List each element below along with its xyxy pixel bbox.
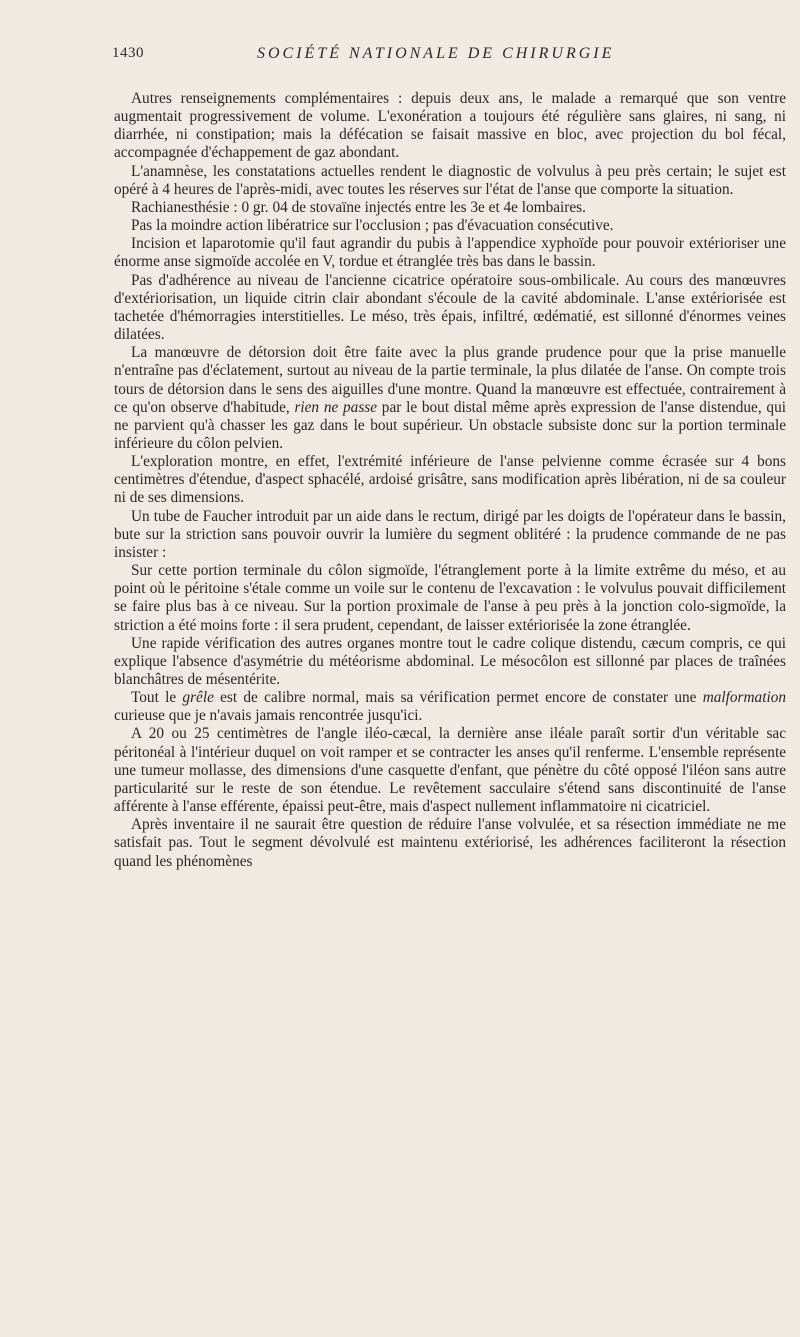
paragraph: Sur cette portion terminale du côlon sigmoïde, l'étranglement porte à la limite extrême du méso, et au point où le péritoine s'étale comme un voile sur le contenu de l'excavation : le volvulus pouvait difficilement se faire plus bas à ce niveau. Sur la portion proximale de l'anse à peu près à la jonction colo-sigmoïde, la striction a été moins forte : il sera prudent, cependant, de laisser extériorisée la zone étranglée. xyxy=(114,562,786,634)
paragraph: Pas la moindre action libératrice sur l'occlusion ; pas d'évacuation consécutive. xyxy=(131,217,614,235)
paragraph: Rachianesthésie : 0 gr. 04 de stovaïne injectés entre les 3e et 4e lombaires. xyxy=(131,198,586,216)
paragraph-text: La manœuvre de détorsion doit être faite avec la plus grande prudence pour que la prise manuelle n'entraîne pas d'éclatement, surtout au niveau de la partie terminale, la plus dilatée de l'anse. On compte trois tours de détorsion dans le sens des aiguilles d'une montre. Quand la manœuvre est effectuée, contrairement à ce qu'on observe d'habitude, xyxy=(114,344,786,416)
italic-word: malformation xyxy=(702,689,787,707)
paragraph: A 20 ou 25 centimètres de l'angle iléo-cæcal, la dernière anse iléale paraît sortir d'un véritable sac péritonéal à l'intérieur duquel on voit ramper et se contracter les anses qu'il renferme. L'ensemble représente une tumeur mollasse, des dimensions d'une casquette d'enfant, que pénètre du côté opposé l'iléon sans autre particularité sur le reste de son étendue. Le revêtement sacculaire s'étend sans discontinuité de l'anse afférente à l'anse efférente, épaissi peut-être, mais d'aspect nullement inflammatoire ni cicatriciel. xyxy=(114,725,786,816)
italic-word: grêle xyxy=(182,689,214,707)
page-header xyxy=(112,45,782,69)
paragraph-text: par le bout distal même après expression de l'anse distendue, qui ne parvient qu'à chasser les gaz dans le bout supérieur. Un obstacle subsiste donc sur la portion terminale inférieure du côlon pelvien. xyxy=(114,398,786,452)
paragraph: L'exploration montre, en effet, l'extrémité inférieure de l'anse pelvienne comme écrasée sur 4 bons centimètres d'étendue, d'aspect sphacélé, ardoisé grisâtre, sans modification après libération, ni de sa couleur ni de ses dimensions. xyxy=(114,453,786,507)
paragraph xyxy=(114,689,786,725)
paragraph: Incision et laparotomie qu'il faut agrandir du pubis à l'appendice xyphoïde pour pouvoir extérioriser une énorme anse sigmoïde accolée en V, tordue et étranglée très bas dans le bassin. xyxy=(114,235,786,271)
running-title: SOCIÉTÉ NATIONALE DE CHIRURGIE xyxy=(257,45,615,62)
paragraph: Autres renseignements complémentaires : depuis deux ans, le malade a remarqué que son ventre augmentait progressivement de volume. L'exonération a toujours été régulière sans glaires, ni sang, ni diarrhée, ni constipation; mais la défécation se faisait massive en bloc, avec projection du bol fécal, accompagnée d'échappement de gaz abondant. xyxy=(114,90,786,162)
italic-phrase: rien ne passe xyxy=(294,398,378,416)
paragraph xyxy=(114,344,786,453)
paragraph-text: est de calibre normal, mais sa vérification permet encore de constater une xyxy=(213,689,703,707)
paragraph: L'anamnèse, les constatations actuelles rendent le diagnostic de volvulus à peu près certain; le sujet est opéré à 4 heures de l'après-midi, avec toutes les réserves sur l'état de l'anse que comporte la situation. xyxy=(114,162,786,198)
paragraph: Un tube de Faucher introduit par un aide dans le rectum, dirigé par les doigts de l'opérateur dans le bassin, bute sur la striction sans pouvoir ouvrir la lumière du segment oblitéré : la prudence commande de ne pas insister : xyxy=(114,507,786,561)
body-text xyxy=(114,90,786,871)
paragraph: Une rapide vérification des autres organes montre tout le cadre colique distendu, cæcum compris, ce qui explique l'absence d'asymétrie du météorisme abdominal. Le mésocôlon est sillonné par places de traînées blanchâtres de mésentérite. xyxy=(114,634,786,688)
page-number: 1430 xyxy=(112,45,144,61)
paragraph-text: curieuse que je n'avais jamais rencontrée jusqu'ici. xyxy=(114,707,423,725)
paragraph: Pas d'adhérence au niveau de l'ancienne cicatrice opératoire sous-ombilicale. Au cours des manœuvres d'extériorisation, un liquide citrin clair abondant s'écoule de la cavité abdominale. L'anse extériorisée est tachetée d'hémorragies interstitielles. Le méso, très épais, infiltré, œdématié, est sillonné d'énormes veines dilatées. xyxy=(114,271,786,344)
paragraph: Après inventaire il ne saurait être question de réduire l'anse volvulée, et sa résection immédiate ne me satisfait pas. Tout le segment dévolvulé est maintenu extériorisé, les adhérences faciliteront la résection quand les phénomènes xyxy=(114,816,786,870)
paragraph-text: Tout le xyxy=(131,689,183,707)
